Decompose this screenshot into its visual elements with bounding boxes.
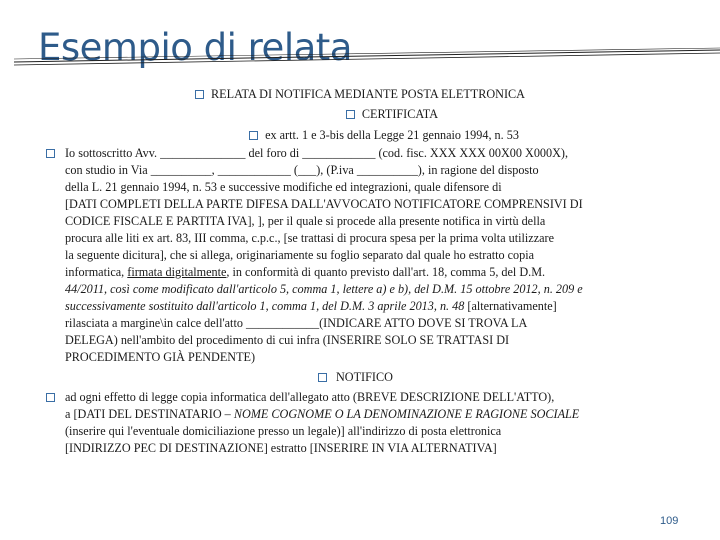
- para1-line: successivamente sostituito dall'articolo 1, comma 1, del D.M. 3 aprile 2013, n. 48 [alternativamente]: [65, 299, 557, 313]
- para1-line: PROCEDIMENTO GIÀ PENDENTE): [65, 350, 256, 364]
- slide-title: Esempio di relata: [38, 26, 352, 69]
- para1-line: della L. 21 gennaio 1994, n. 53 e successive modifiche ed integrazioni, quale difensore di: [65, 180, 502, 194]
- title-underline-decoration: [14, 38, 720, 68]
- bullet-icon: [249, 131, 258, 140]
- para1-line: informatica, firmata digitalmente, in conformità di quanto previsto dall'art. 18, comma 5, del D.M.: [65, 265, 546, 279]
- para1-line: la seguente dicitura], che si allega, originariamente su foglio separato dal quale ho estratto copia: [65, 248, 535, 262]
- para1-line: 44/2011, così come modificato dall'articolo 5, comma 1, lettere a) e b), del D.M. 15 ottobre 2012, n. 209 e: [65, 282, 583, 296]
- para1-line: Io sottoscritto Avv. ______________ del foro di ____________ (cod. fisc. XXX XXX 00X00 X000X),: [65, 146, 569, 160]
- para2-line: [INDIRIZZO PEC DI DESTINAZIONE] estratto [INSERIRE IN VIA ALTERNATIVA]: [65, 441, 497, 455]
- para1-line: DELEGA) nell'ambito del procedimento di cui infra (INSERIRE SOLO SE TRATTASI DI: [65, 333, 510, 347]
- page-number: 109: [660, 515, 679, 527]
- para2-line: (inserire qui l'eventuale domiciliazione presso un legale)] all'indirizzo di posta elettronica: [65, 424, 502, 438]
- para1-line: procura alle liti ex art. 83, III comma, c.p.c., [se trattasi di procura spesa per la prima volta utilizzare: [65, 231, 554, 245]
- header-line-1: RELATA DI NOTIFICA MEDIANTE POSTA ELETTRONICA: [0, 86, 720, 103]
- bullet-icon: [346, 110, 355, 119]
- notifico-heading: NOTIFICO: [336, 370, 393, 384]
- para1-line: rilasciata a margine\in calce dell'atto ____________(INDICARE ATTO DOVE SI TROVA LA: [65, 316, 528, 330]
- para1-line: CODICE FISCALE E PARTITA IVA], ], per il quale si procede alla presente notifica in virtù della: [65, 214, 546, 228]
- bullet-icon: [195, 90, 204, 99]
- digitally-signed-emphasis: firmata digitalmente: [127, 265, 227, 279]
- para1-line: con studio in Via __________, ____________ (___), (P.iva __________), in ragione del disposto: [65, 163, 539, 177]
- para2-line: a [DATI DEL DESTINATARIO – NOME COGNOME O LA DENOMINAZIONE E RAGIONE SOCIALE: [65, 407, 580, 421]
- para2-line: ad ogni effetto di legge copia informatica dell'allegato atto (BREVE DESCRIZIONE DELL'ATTO),: [65, 390, 555, 404]
- header-line-2: CERTIFICATA: [0, 106, 720, 123]
- para1-line: [DATI COMPLETI DELLA PARTE DIFESA DALL'AVVOCATO NOTIFICATORE COMPRENSIVI DI: [65, 197, 583, 211]
- bullet-icon: [46, 149, 55, 158]
- header-line-3: ex artt. 1 e 3-bis della Legge 21 gennaio 1994, n. 53: [0, 127, 720, 144]
- bullet-icon: [46, 393, 55, 402]
- bullet-icon: [318, 373, 327, 382]
